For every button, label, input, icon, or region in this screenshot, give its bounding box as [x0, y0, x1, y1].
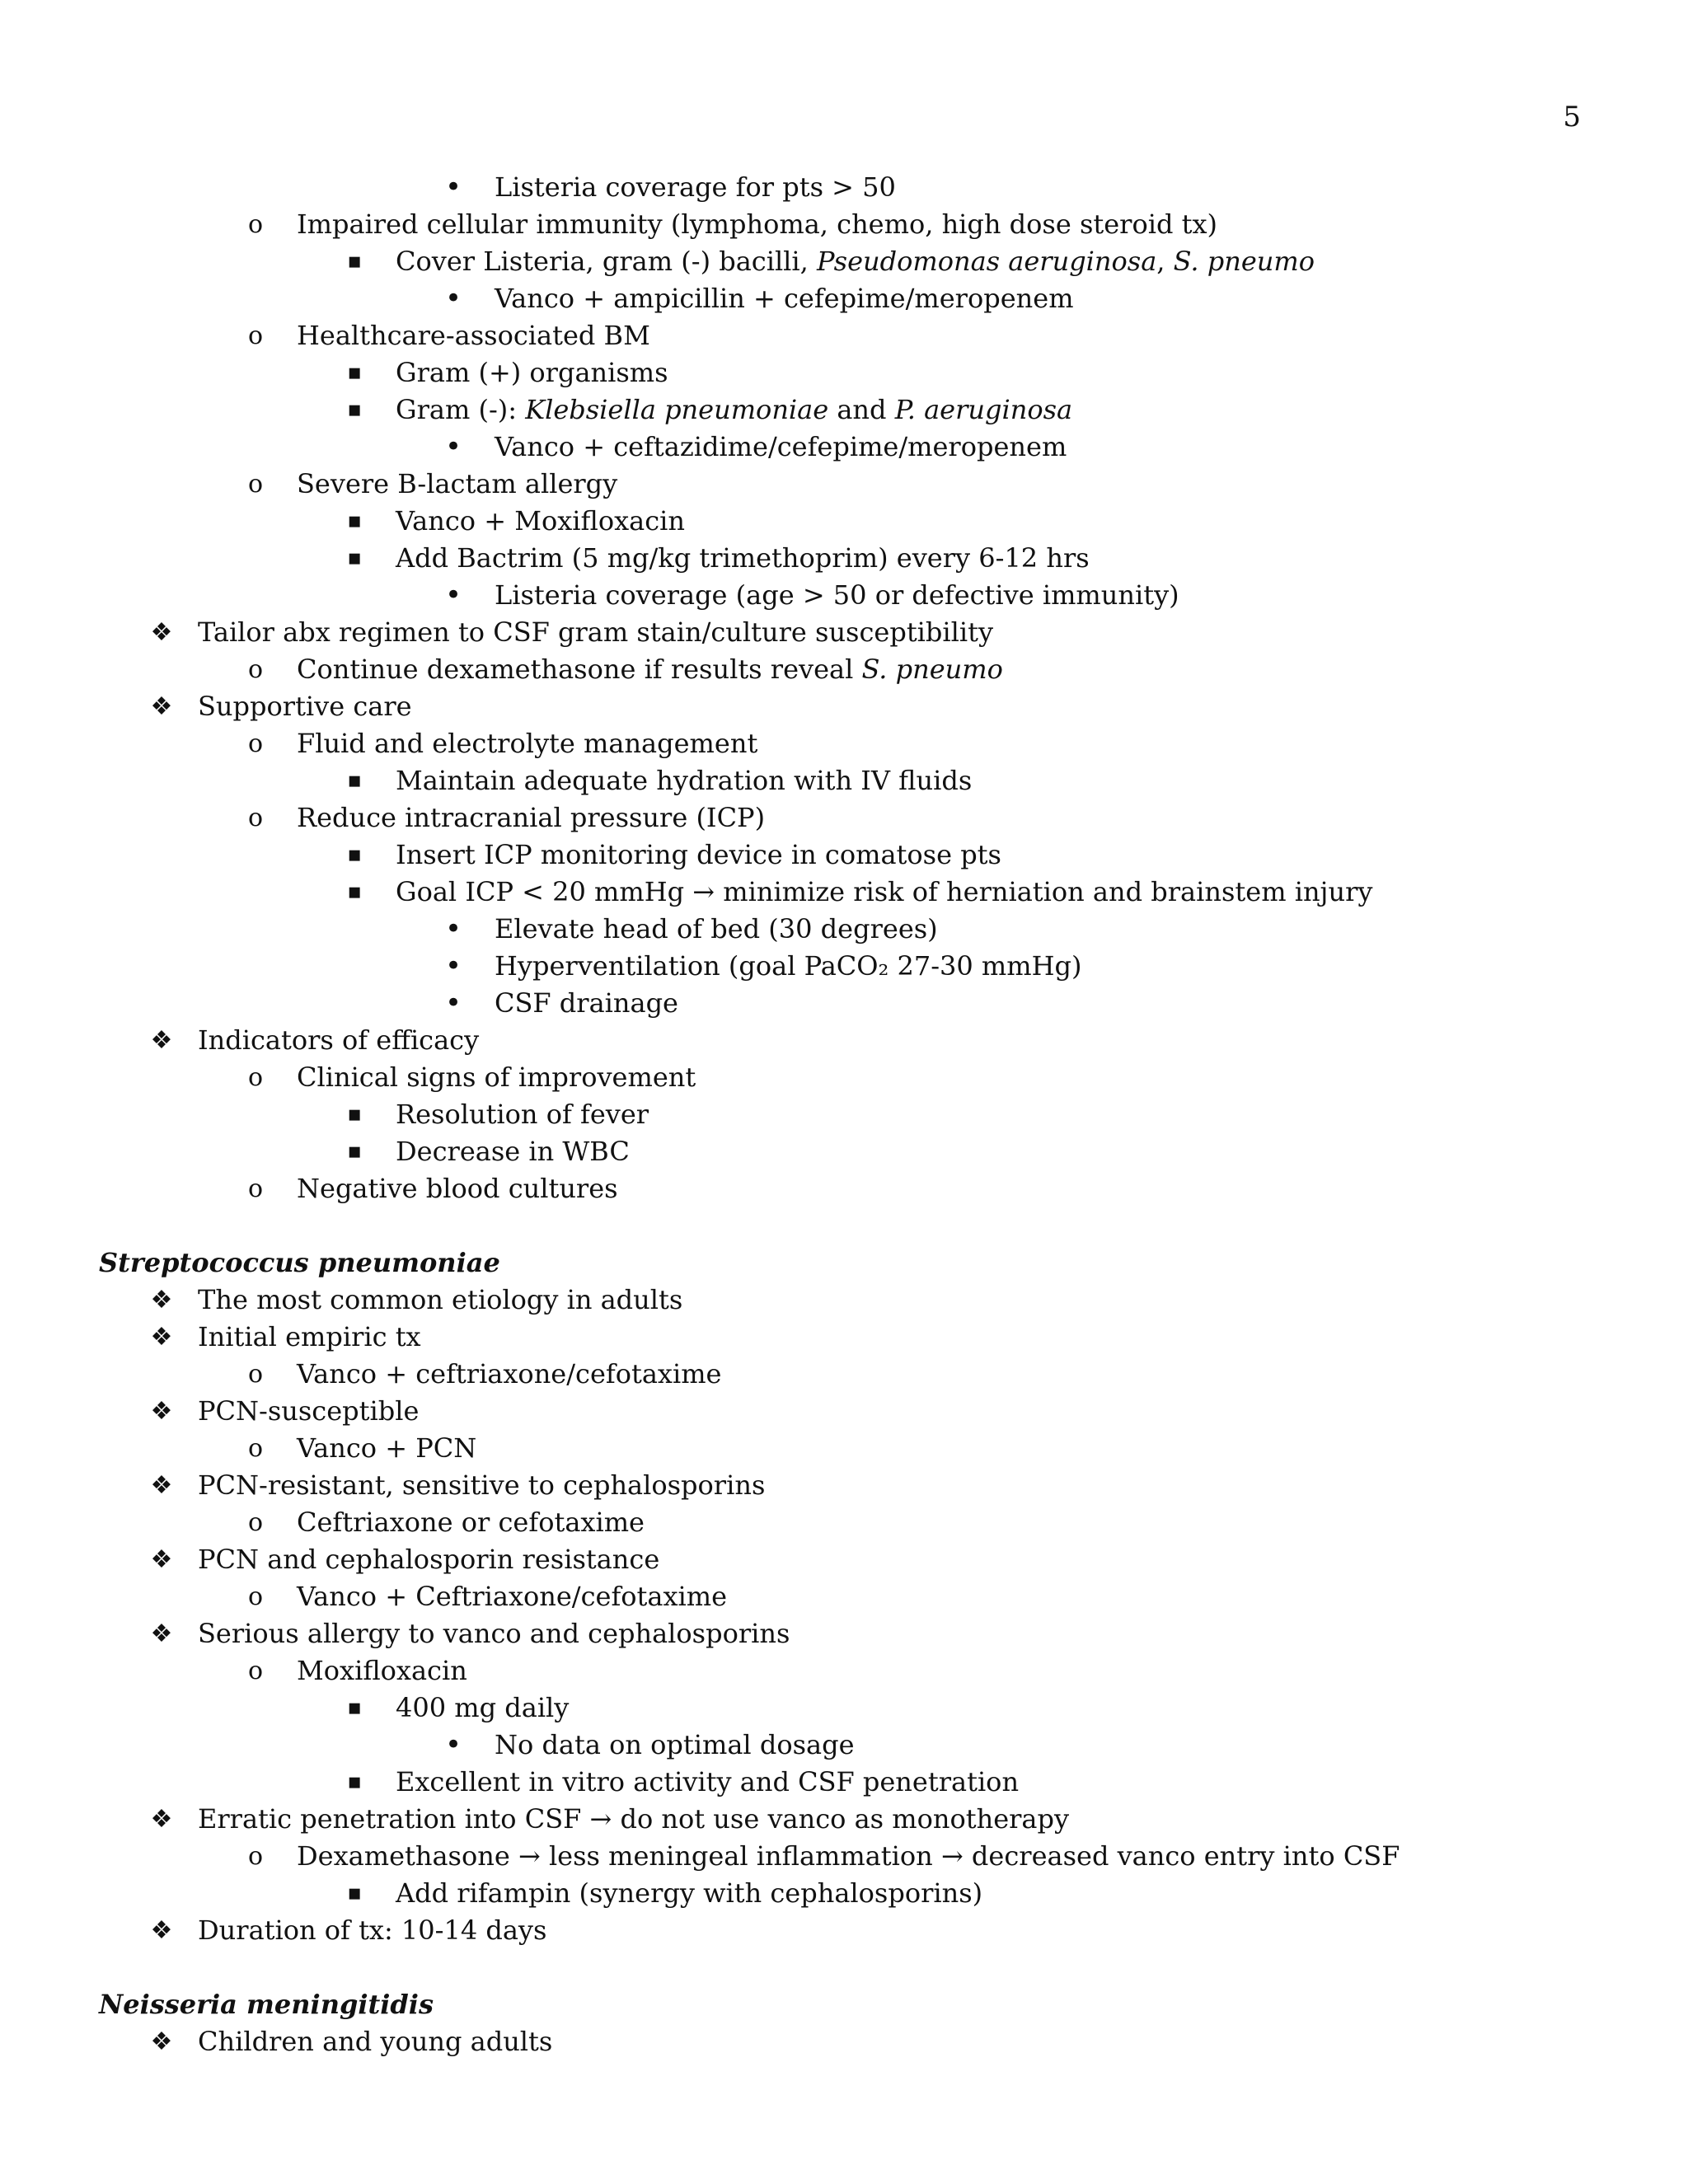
item-text: Vanco + PCN — [297, 1432, 477, 1464]
item-text: Tailor abx regimen to CSF gram stain/culture susceptibility — [198, 616, 994, 648]
item-text: Elevate head of bed (30 degrees) — [495, 913, 938, 944]
outline-item — [0, 354, 1688, 391]
outline-item — [0, 169, 1688, 206]
item-text: Vanco + ampicillin + cefepime/meropenem — [495, 283, 1074, 314]
italic-term: Pseudomonas aeruginosa — [816, 246, 1157, 277]
item-text: Streptococcus pneumoniae — [99, 1247, 500, 1278]
outline-item — [0, 503, 1688, 540]
square-bullet-icon: ▪ — [347, 509, 362, 533]
text-segment: and — [828, 394, 895, 425]
circle-bullet-icon: o — [247, 1508, 264, 1537]
outline-item — [0, 540, 1688, 577]
outline-item — [0, 1801, 1688, 1838]
square-bullet-icon: ▪ — [347, 1881, 362, 1905]
item-text: Clinical signs of improvement — [297, 1062, 696, 1093]
blank-line — [0, 1949, 1688, 1986]
item-text: Supportive care — [198, 691, 412, 722]
item-text: The most common etiology in adults — [198, 1284, 683, 1315]
diamond-bullet-icon: ❖ — [150, 618, 173, 647]
square-bullet-icon: ▪ — [347, 546, 362, 570]
item-text: Excellent in vitro activity and CSF penetration — [396, 1766, 1020, 1797]
outline-item — [0, 1282, 1688, 1319]
dot-bullet-icon: • — [444, 430, 462, 463]
outline-item — [0, 317, 1688, 354]
dot-bullet-icon: • — [444, 282, 462, 315]
outline-item — [0, 1912, 1688, 1949]
outline-item — [0, 1690, 1688, 1727]
square-bullet-icon: ▪ — [347, 1769, 362, 1794]
item-text: Hyperventilation (goal PaCO₂ 27-30 mmHg) — [495, 950, 1082, 982]
diamond-bullet-icon: ❖ — [150, 1471, 173, 1500]
diamond-bullet-icon: ❖ — [150, 1619, 173, 1648]
dot-bullet-icon: • — [444, 987, 462, 1019]
text-segment: Continue dexamethasone if results reveal — [297, 654, 862, 685]
outline-item — [0, 762, 1688, 799]
diamond-bullet-icon: ❖ — [150, 1805, 173, 1834]
item-text: Negative blood cultures — [297, 1173, 618, 1204]
outline-item — [0, 985, 1688, 1022]
outline-item — [0, 466, 1688, 503]
page-number: 5 — [1563, 101, 1581, 134]
item-text: Fluid and electrolyte management — [297, 728, 758, 759]
outline-item — [0, 799, 1688, 837]
item-text: Maintain adequate hydration with IV fluids — [396, 765, 973, 796]
circle-bullet-icon: o — [247, 729, 264, 758]
square-bullet-icon: ▪ — [347, 768, 362, 793]
circle-bullet-icon: o — [247, 1174, 264, 1203]
item-text: Resolution of fever — [396, 1099, 649, 1130]
italic-term: S. pneumo — [1173, 246, 1315, 277]
circle-bullet-icon: o — [247, 804, 264, 832]
diamond-bullet-icon: ❖ — [150, 2027, 173, 2056]
item-text: Listeria coverage (age > 50 or defective immunity) — [495, 579, 1179, 611]
circle-bullet-icon: o — [247, 1063, 264, 1092]
item-text: Listeria coverage for pts > 50 — [495, 171, 896, 203]
outline-item — [0, 577, 1688, 614]
italic-term: P. aeruginosa — [894, 394, 1073, 425]
square-bullet-icon: ▪ — [347, 360, 362, 385]
item-text: Serious allergy to vanco and cephalosporins — [198, 1618, 790, 1649]
circle-bullet-icon: o — [247, 1582, 264, 1611]
outline-item — [0, 1096, 1688, 1133]
dot-bullet-icon: • — [444, 171, 462, 204]
italic-term: Klebsiella pneumoniae — [525, 394, 829, 425]
item-text: Initial empiric tx — [198, 1321, 421, 1352]
outline-item — [0, 206, 1688, 243]
outline-item — [0, 1838, 1688, 1875]
outline-item — [0, 1319, 1688, 1356]
diamond-bullet-icon: ❖ — [150, 1916, 173, 1945]
outline-item — [0, 1541, 1688, 1578]
outline-item — [0, 1430, 1688, 1467]
diamond-bullet-icon: ❖ — [150, 1545, 173, 1574]
circle-bullet-icon: o — [247, 1360, 264, 1389]
outline-item — [0, 911, 1688, 948]
outline-item — [0, 1652, 1688, 1690]
text-segment: , — [1156, 246, 1174, 277]
section-heading — [0, 1986, 1688, 2023]
outline-item — [0, 1875, 1688, 1912]
outline-item — [0, 429, 1688, 466]
dot-bullet-icon: • — [444, 912, 462, 945]
item-text: Ceftriaxone or cefotaxime — [297, 1507, 645, 1538]
text-segment: Cover Listeria, gram (-) bacilli, — [396, 246, 817, 277]
outline-item — [0, 1133, 1688, 1170]
item-text: Erratic penetration into CSF → do not use vanco as monotherapy — [198, 1803, 1070, 1835]
item-text: Decrease in WBC — [396, 1136, 630, 1167]
item-text: Vanco + ceftriaxone/cefotaxime — [297, 1358, 722, 1390]
dot-bullet-icon: • — [444, 1728, 462, 1761]
item-text: Impaired cellular immunity (lymphoma, chemo, high dose steroid tx) — [297, 209, 1218, 240]
circle-bullet-icon: o — [247, 321, 264, 350]
item-text: PCN-resistant, sensitive to cephalosporins — [198, 1469, 766, 1501]
item-text: Vanco + Moxifloxacin — [396, 505, 686, 537]
outline-item — [0, 391, 1688, 429]
outline-item — [0, 874, 1688, 911]
item-text: Add Bactrim (5 mg/kg trimethoprim) every 6-12 hrs — [396, 542, 1090, 574]
diamond-bullet-icon: ❖ — [150, 692, 173, 721]
item-text: Vanco + ceftazidime/cefepime/meropenem — [495, 431, 1067, 462]
italic-term: S. pneumo — [861, 654, 1003, 685]
outline-item — [0, 1059, 1688, 1096]
outline-item — [0, 1727, 1688, 1764]
item-text: No data on optimal dosage — [495, 1729, 855, 1760]
outline-item — [0, 1022, 1688, 1059]
outline-item — [0, 688, 1688, 725]
outline-item — [0, 725, 1688, 762]
outline-item — [0, 1615, 1688, 1652]
item-text: Gram (+) organisms — [396, 357, 668, 388]
text-segment: Gram (-): — [396, 394, 526, 425]
item-text: Goal ICP < 20 mmHg → minimize risk of herniation and brainstem injury — [396, 876, 1373, 907]
square-bullet-icon: ▪ — [347, 879, 362, 904]
item-text: Add rifampin (synergy with cephalosporins) — [396, 1877, 983, 1909]
outline-item — [0, 1356, 1688, 1393]
circle-bullet-icon: o — [247, 655, 264, 684]
item-text: Duration of tx: 10-14 days — [198, 1915, 547, 1946]
dot-bullet-icon: • — [444, 949, 462, 982]
item-text — [297, 651, 1003, 688]
square-bullet-icon: ▪ — [347, 249, 362, 274]
item-text: Children and young adults — [198, 2026, 553, 2057]
item-text: Severe B-lactam allergy — [297, 468, 618, 499]
item-text: Healthcare-associated BM — [297, 320, 650, 351]
outline-item — [0, 1467, 1688, 1504]
item-text: PCN and cephalosporin resistance — [198, 1544, 660, 1575]
circle-bullet-icon: o — [247, 1657, 264, 1685]
outline-item — [0, 2023, 1688, 2060]
square-bullet-icon: ▪ — [347, 397, 362, 422]
item-text: CSF drainage — [495, 987, 678, 1019]
section-heading — [0, 1244, 1688, 1282]
dot-bullet-icon: • — [444, 579, 462, 612]
diamond-bullet-icon: ❖ — [150, 1286, 173, 1315]
square-bullet-icon: ▪ — [347, 1102, 362, 1127]
item-text: Dexamethasone → less meningeal inflammation → decreased vanco entry into CSF — [297, 1840, 1400, 1872]
outline-item — [0, 1504, 1688, 1541]
item-text: Reduce intracranial pressure (ICP) — [297, 802, 766, 833]
square-bullet-icon: ▪ — [347, 842, 362, 867]
outline-item — [0, 1170, 1688, 1207]
outline-item — [0, 651, 1688, 688]
item-text — [396, 391, 1072, 429]
item-text: Insert ICP monitoring device in comatose pts — [396, 839, 1001, 870]
blank-line — [0, 1207, 1688, 1244]
outline-item — [0, 837, 1688, 874]
item-text: 400 mg daily — [396, 1692, 570, 1723]
item-text: Moxifloxacin — [297, 1655, 467, 1686]
document-body — [0, 169, 1688, 2060]
item-text: PCN-susceptible — [198, 1395, 420, 1427]
outline-item — [0, 614, 1688, 651]
circle-bullet-icon: o — [247, 1842, 264, 1871]
square-bullet-icon: ▪ — [347, 1695, 362, 1720]
diamond-bullet-icon: ❖ — [150, 1323, 173, 1352]
circle-bullet-icon: o — [247, 210, 264, 239]
item-text: Indicators of efficacy — [198, 1024, 480, 1056]
outline-item — [0, 948, 1688, 985]
item-text — [396, 243, 1315, 280]
outline-item — [0, 280, 1688, 317]
outline-item — [0, 243, 1688, 280]
diamond-bullet-icon: ❖ — [150, 1397, 173, 1426]
outline-item — [0, 1764, 1688, 1801]
square-bullet-icon: ▪ — [347, 1139, 362, 1164]
outline-item — [0, 1393, 1688, 1430]
item-text: Vanco + Ceftriaxone/cefotaxime — [297, 1581, 728, 1612]
item-text: Neisseria meningitidis — [99, 1989, 434, 2020]
diamond-bullet-icon: ❖ — [150, 1026, 173, 1055]
circle-bullet-icon: o — [247, 470, 264, 499]
outline-item — [0, 1578, 1688, 1615]
circle-bullet-icon: o — [247, 1434, 264, 1463]
